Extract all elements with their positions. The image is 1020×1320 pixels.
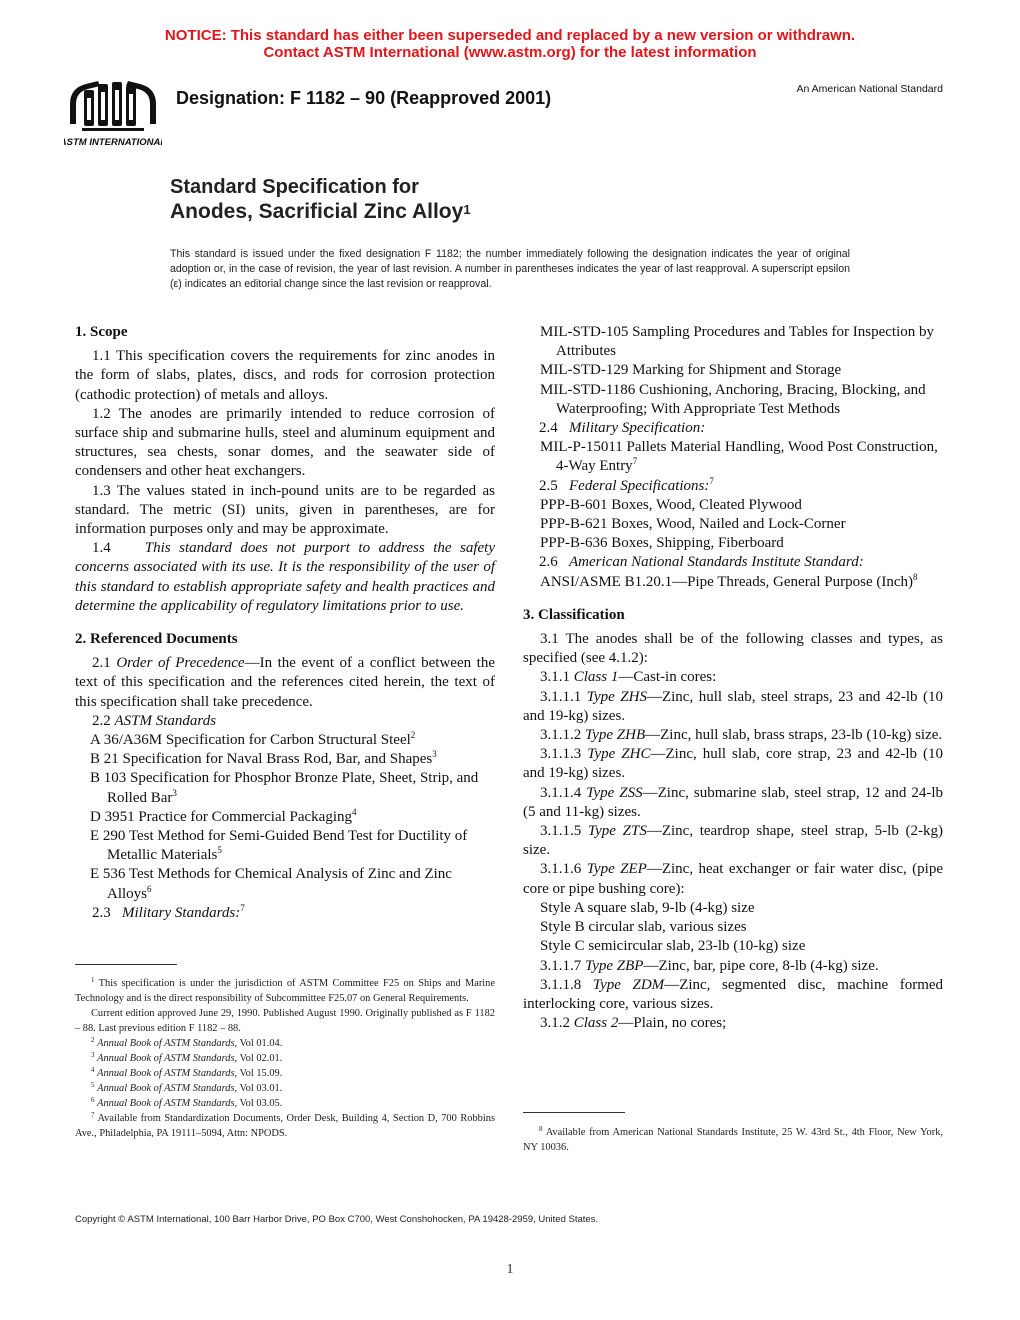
type-text: —Zinc, heat exchanger or fair water disc, (pipe core or pipe bushing core): [523,861,944,897]
type-item [523,822,943,860]
class-label: Class 2 [573,1015,619,1032]
class-text: —Cast-in cores: [618,669,717,686]
para-2-4 [523,419,943,438]
para-2-1 [75,654,495,712]
astm-ref-text: B 21 Specification for Naval Brass Rod, Bar, and Shapes [90,751,433,768]
type-item [523,745,943,783]
style-item: Style B circular slab, various sizes [540,919,747,936]
class-num: 3.1.1 [540,669,570,686]
footnotes-right [523,1125,943,1155]
type-label: Type ZDM [592,976,665,993]
footnote-book [75,1081,495,1096]
ansi-text: ANSI/ASME B1.20.1—Pipe Threads, General Purpose (Inch) [540,573,914,590]
para-2-3 [75,904,495,923]
para-2-3-num: 2.3 [92,904,111,921]
footnote-book-title: Annual Book of ASTM Standards [97,1098,235,1109]
footnote-7 [75,1111,495,1141]
style-item: Style C semicircular slab, 23-lb (10-kg) size [540,938,806,955]
para-2-5-num: 2.5 [539,477,558,494]
astm-ref-sup: 5 [217,845,222,856]
type-text: —Zinc, submarine slab, steel strap, 12 and 24-lb (5 and 11-kg) sizes. [523,784,943,820]
document-title [170,175,471,225]
para-2-5-label: Federal Specifications: [569,477,710,494]
para-2-1-label: Order of Precedence [116,655,245,672]
para-1-4-num: 1.4 [92,540,111,557]
section-heading-scope: 1. Scope [75,324,128,340]
para-3-1-1 [523,668,943,687]
astm-ref-sup: 2 [410,730,416,741]
para-2-6 [523,553,943,572]
para-2-3-label: Military Standards: [122,904,241,921]
type-label: Type ZHB [585,727,646,744]
type-item [523,784,943,822]
class-num: 3.1.2 [540,1015,570,1032]
para-1-1: 1.1 This specification covers the requirements for zinc anodes in the form of slabs, plates, discs, and rods for corrosion protection (cathodic protection) of metals and alloys. [75,348,495,403]
mil-spec-item [523,438,943,476]
para-2-4-num: 2.4 [539,420,558,437]
astm-ref-item [75,827,495,865]
mil-spec-text: MIL-P-15011 Pallets Material Handling, Wood Post Construction, 4-Way Entry [540,439,938,475]
type-num: 3.1.1.1 [540,688,582,705]
type-text: —Zinc, hull slab, brass straps, 23-lb (10-kg) size. [645,727,943,744]
para-1-4 [75,539,495,616]
footnote-book [75,1036,495,1051]
logo-wordmark: ASTM INTERNATIONAL [64,137,162,148]
footnote-book-vol: , Vol 03.01. [234,1083,283,1094]
para-3-1-2 [523,1014,943,1033]
para-3-1: 3.1 The anodes shall be of the following classes and types, as specified (see 4.1.2): [523,631,943,667]
type-label: Type ZEP [586,861,647,878]
para-1-4-text: This standard does not purport to address the safety concerns associated with its use. It is the responsibility of the user of this standard to establish appropriate safety and health practices and determine the applicability of regulatory limitations prior to use. [75,540,496,614]
para-1-3: 1.3 The values stated in inch-pound units are to be regarded as standard. The metric (SI) units, given in parentheses, are for information purposes only and may be approximate. [75,482,495,538]
para-2-5-sup: 7 [709,475,714,486]
designation: Designation: F 1182 – 90 (Reapproved 2001) [176,88,552,108]
para-2-4-label: Military Specification: [569,420,706,437]
type-label: Type ZHS [586,688,647,705]
fed-spec-item: PPP-B-621 Boxes, Wood, Nailed and Lock-Corner [540,516,846,533]
footnotes-left [75,976,495,1141]
fed-spec-item: PPP-B-601 Boxes, Wood, Cleated Plywood [540,496,802,513]
footnote-8-text: Available from American National Standards Institute, 25 W. 43rd St., 4th Floor, New York, NY 10036. [523,1127,943,1153]
style-item: Style A square slab, 9-lb (4-kg) size [540,899,755,916]
footnote-book-sup: 5 [91,1081,95,1089]
type-item [523,957,943,976]
footnote-book [75,1066,495,1081]
type-label: Type ZHC [587,746,651,763]
type-item [523,688,943,726]
astm-logo-icon [64,78,162,152]
para-2-2 [75,712,495,731]
mil-std-item: MIL-STD-1186 Cushioning, Anchoring, Bracing, Blocking, and Waterproofing; With Appropriate Test Methods [540,381,926,417]
notice-line-2: Contact ASTM International (www.astm.org) for the latest information [263,44,757,61]
footnote-book [75,1096,495,1111]
american-national-standard-label: An American National Standard [796,83,943,95]
fed-spec-item: PPP-B-636 Boxes, Shipping, Fiberboard [540,535,784,552]
footnote-1-text: This specification is under the jurisdiction of ASTM Committee F25 on Ships and Marine Technology and is the direct responsibility of Subcommittee F25.07 on General Requirements. [75,978,495,1004]
type-item [523,976,943,1014]
section-heading-classification: 3. Classification [523,606,625,623]
left-column [75,323,495,923]
footnote-book-vol: , Vol 02.01. [234,1053,283,1064]
astm-ref-text: B 103 Specification for Phosphor Bronze Plate, Sheet, Strip, and Rolled Bar [90,770,479,806]
astm-ref-item [75,750,495,769]
type-item [523,726,943,745]
astm-ref-sup: 4 [352,806,357,817]
issuance-note: This standard is issued under the fixed designation F 1182; the number immediately following the designation indicates the year of original adoption or, in the case of revision, the year of last revision. A number in parentheses indicates the year of last reapproval. A superscript epsilon (ε) indicates an editorial change since the last revision or reapproval. [170,248,850,290]
title-line-2 [170,199,471,225]
type-label: Type ZBP [585,957,644,974]
astm-ref-text: E 290 Test Method for Semi-Guided Bend Test for Ductility of Metallic Materials [90,828,468,864]
footnote-7-sup: 7 [91,1111,95,1119]
footnote-book-sup: 6 [91,1096,95,1104]
title-line-1: Standard Specification for [170,176,419,198]
footnote-divider-left [75,964,177,965]
para-1-2: 1.2 The anodes are primarily intended to reduce corrosion of surface ship and submarine hulls, steel and aluminum equipment and structures, sea chests, sonar domes, and the seawater side of condensers and other heat exchangers. [75,405,495,480]
footnote-book [75,1051,495,1066]
type-num: 3.1.1.6 [540,861,582,878]
astm-ref-text: D 3951 Practice for Commercial Packaging [90,808,353,825]
type-text: —Zinc, hull slab, steel straps, 23 and 42-lb (10 and 19-kg) sizes. [523,688,943,724]
type-num: 3.1.1.8 [540,976,582,993]
footnote-divider-right [523,1112,625,1113]
notice-line-1: NOTICE: This standard has either been superseded and replaced by a new version or withdrawn. [164,27,856,44]
astm-ref-sup: 3 [432,749,437,760]
para-2-6-num: 2.6 [539,554,558,571]
astm-logo [64,78,162,152]
footnote-book-vol: , Vol 15.09. [234,1068,283,1079]
astm-ref-text: A 36/A36M Specification for Carbon Structural Steel [90,732,411,749]
type-text: —Zinc, bar, pipe core, 8-lb (4-kg) size. [643,957,879,974]
astm-ref-sup: 3 [172,787,177,798]
title-line-2-text: Anodes, Sacrificial Zinc Alloy [170,200,464,223]
footnote-1-sup: 1 [91,976,95,984]
astm-ref-item [75,769,495,807]
footnote-book-sup: 2 [91,1036,95,1044]
type-text: —Zinc, hull slab, core strap, 23 and 42-lb (10 and 19-kg) sizes. [523,746,943,782]
para-2-2-num: 2.2 [92,712,111,729]
footnote-book-title: Annual Book of ASTM Standards [97,1038,235,1049]
para-2-3-sup: 7 [240,902,245,913]
footnote-7-text: Available from Standardization Documents, Order Desk, Building 4, Section D, 700 Robbins Ave., Philadelphia, PA 19111–5094, Attn: NPODS. [75,1113,495,1139]
footnote-book-vol: , Vol 01.04. [234,1038,283,1049]
para-2-5 [523,477,943,496]
footnote-1 [75,976,495,1006]
footnote-book-title: Annual Book of ASTM Standards [97,1053,235,1064]
supersede-notice [0,27,1020,61]
type-num: 3.1.1.4 [540,784,582,801]
astm-ref-item [75,731,495,750]
footnote-8 [523,1125,943,1155]
footnote-8-sup: 8 [539,1125,543,1133]
footnote-book-title: Annual Book of ASTM Standards [97,1068,235,1079]
footnote-1-edition: Current edition approved June 29, 1990. Published August 1990. Originally published as F 1182 – 88. Last previous edition F 1182 – 88. [75,1008,495,1034]
para-2-1-text: —In the event of a conflict between the text of this specification and the references cited herein, the text of this specification shall take precedence. [75,655,495,710]
section-heading-referenced: 2. Referenced Documents [75,631,238,648]
page-number: 1 [506,1262,514,1277]
footnote-book-sup: 4 [91,1066,95,1074]
astm-ref-sup: 6 [147,883,152,894]
mil-spec-sup: 7 [632,456,638,467]
footnote-book-title: Annual Book of ASTM Standards [97,1083,235,1094]
class-text: —Plain, no cores; [618,1015,727,1032]
ansi-sup: 8 [913,571,918,582]
right-column [523,323,943,1033]
ansi-item [523,573,943,592]
para-2-1-num: 2.1 [92,655,111,672]
footnote-book-sup: 3 [91,1051,95,1059]
copyright-line: Copyright © ASTM International, 100 Barr Harbor Drive, PO Box C700, West Conshohocken, PA 19428-2959, United States. [75,1214,599,1225]
type-label: Type ZSS [586,784,643,801]
astm-ref-item [75,808,495,827]
type-num: 3.1.1.5 [540,823,582,840]
title-footnote-ref: 1 [463,202,471,217]
class-label: Class 1 [573,669,619,686]
footnote-book-vol: , Vol 03.05. [234,1098,283,1109]
para-2-6-label: American National Standards Institute Standard: [569,554,864,571]
type-text: —Zinc, teardrop shape, steel strap, 5-lb (2-kg) size. [523,823,943,859]
astm-ref-text: E 536 Test Methods for Chemical Analysis of Zinc and Zinc Alloys [90,866,452,902]
mil-std-item: MIL-STD-129 Marking for Shipment and Storage [540,362,842,379]
type-num: 3.1.1.2 [540,727,582,744]
type-label: Type ZTS [587,823,647,840]
type-text: —Zinc, segmented disc, machine formed interlocking core, various sizes. [523,976,944,1012]
mil-std-item: MIL-STD-105 Sampling Procedures and Tables for Inspection by Attributes [540,324,935,360]
type-item [523,860,943,898]
para-2-2-label: ASTM Standards [114,712,217,729]
type-num: 3.1.1.7 [540,957,582,974]
astm-ref-item [75,865,495,903]
type-num: 3.1.1.3 [540,746,582,763]
